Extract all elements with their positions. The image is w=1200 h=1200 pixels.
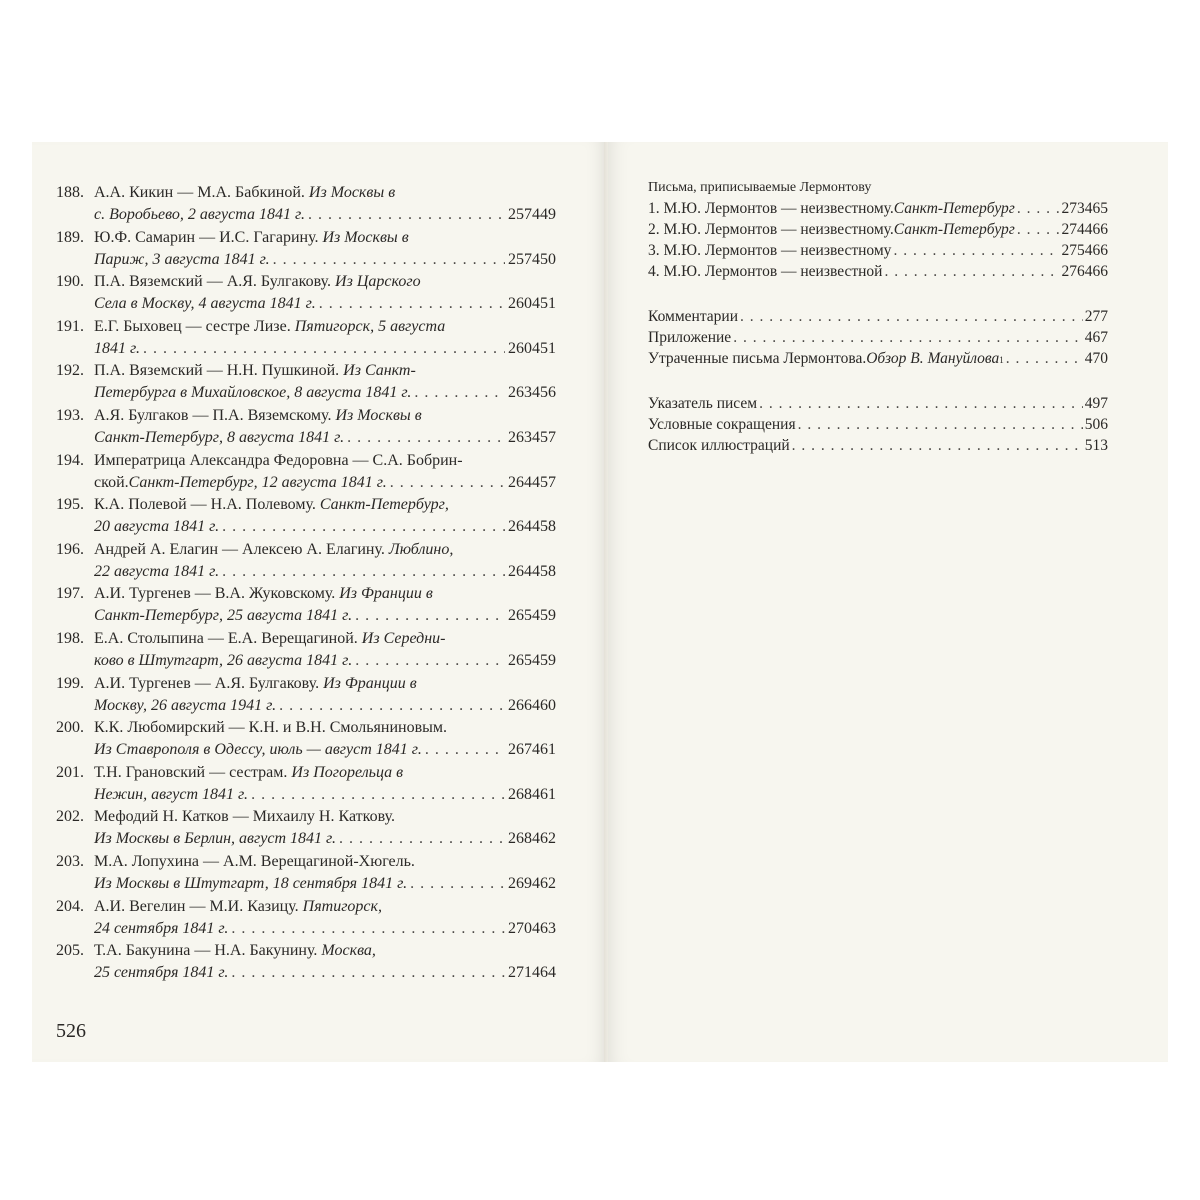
text-page: 271 [508,964,532,982]
entry-date: Санкт-Петербург, 25 августа 1841 г. [94,607,353,625]
entry-title: А.И. Вегелин — М.И. Казицу. [94,897,303,915]
leader-dots [792,435,1083,456]
toc-entry [56,271,556,316]
entry-number: 193. [56,406,84,424]
entry-number: 201. [56,763,84,781]
section-title: Письма, приписываемые Лермонтову [648,180,872,195]
entry-date: Париж, 3 августа 1841 г. [94,250,270,268]
entry-title: Андрей А. Елагин — Алексею А. Елагину. [94,540,389,558]
comment-page: 461 [532,741,556,759]
text-page: 276 [1061,263,1085,280]
entry-place: Из Москвы в [322,228,409,246]
index-page: 506 [1084,416,1108,433]
letters-toc [56,182,556,985]
entry-place: Из Москвы в [335,406,422,424]
toc-entry [56,182,556,227]
entry-place: Из Франции в [339,585,433,603]
toc-entry [56,405,556,450]
text-page: 264 [508,473,532,491]
leader-dots [759,393,1083,414]
entry-date: 20 августа 1841 г. [94,518,220,536]
section-page: 470 [1084,350,1108,367]
entry-date: Из Ставрополя в Одессу, июль — август 1841 г. [94,741,422,759]
entry-number: 198. [56,629,84,647]
leader-dots [231,918,505,940]
toc-entry [56,494,556,539]
leader-dots [273,249,505,271]
comment-page: 458 [532,562,556,580]
toc-entry [56,896,556,941]
leader-dots [740,306,1083,327]
index-label: Список иллюстраций [648,437,790,454]
comment-page: 459 [532,607,556,625]
letter-title: 4. М.Ю. Лермонтов — неизвестной [648,263,883,280]
entry-place: Из Москвы в [308,184,396,201]
comment-page: 466 [1084,242,1108,259]
leader-dots [279,695,505,717]
entry-title: Мефодий Н. Катков — Михаилу Н. Каткову. [94,808,395,826]
text-page: 275 [1061,242,1085,259]
comment-page: 450 [532,250,556,268]
text-page: 265 [508,651,532,669]
entry-number: 197. [56,585,84,603]
entry-title: Императрица Александра Федоровна — С.А. Бобрин- [94,451,463,469]
leader-dots [1017,198,1060,219]
right-toc [648,178,1108,456]
entry-number: 204. [56,897,84,915]
leader-dots [308,204,505,226]
entry-place: Москва, [321,942,376,960]
entry-number: 194. [56,451,84,469]
leader-dots [339,828,505,850]
comment-page: 457 [532,428,556,446]
leader-dots [319,293,505,315]
entry-place: Санкт-Петербург, [319,496,449,514]
entry-number: 195. [56,496,84,514]
leader-dots [251,784,505,806]
comment-page: 463 [532,919,556,937]
leader-dots [231,962,505,984]
entry-title: П.А. Вяземский — А.Я. Булгакову. [94,273,336,291]
leader-dots [390,472,505,494]
leader-dots [798,414,1083,435]
leader-dots [410,873,505,895]
text-page: 267 [508,741,532,759]
comment-page: 456 [532,384,556,402]
entry-number: 188. [56,184,84,201]
toc-entry [56,450,556,495]
text-page: 273 [1061,200,1085,217]
section-label: Комментарии [648,308,738,325]
entry-title: Т.А. Бакунина — Н.А. Бакунину. [94,942,322,960]
comment-page: 458 [532,518,556,536]
section-row [648,306,1108,327]
comment-page: 451 [532,295,556,313]
entry-number: 191. [56,317,84,335]
entry-date: 24 сентября 1841 г. [94,919,229,937]
toc-entry [56,539,556,584]
section-page: 277 [1084,308,1108,325]
text-page: 260 [508,339,532,357]
entry-date: 1841 г. [94,339,141,357]
entry-number: 199. [56,674,84,692]
entry-number: 196. [56,540,84,558]
comment-page: 462 [532,874,556,892]
text-page: 269 [508,874,532,892]
entry-date: ково в Штутгарт, 26 августа 1841 г. [94,651,353,669]
leader-dots [355,650,505,672]
entry-title: К.К. Любомирский — К.Н. и В.Н. Смольяниновым. [94,719,448,737]
entry-date: Санкт-Петербург, 8 августа 1841 г. [94,428,345,446]
index-row [648,435,1108,456]
section-label: Утраченные письма Лермонтова. [648,350,867,367]
entry-title: М.А. Лопухина — А.М. Верещагиной-Хюгель. [94,852,415,870]
comment-page: 462 [532,830,556,848]
toc-entry [56,806,556,851]
index-label: Указатель писем [648,395,758,412]
entry-number: 203. [56,852,84,870]
text-page: 257 [508,206,532,223]
comment-page: 465 [1084,200,1108,217]
entry-date: Села в Москву, 4 августа 1841 г. [94,295,316,313]
entry-place: Из Царского [335,273,421,291]
entry-number: 189. [56,228,84,246]
section-row [648,327,1108,348]
index-label: Условные сокращения [648,416,796,433]
leader-dots [355,605,505,627]
letter-title: 2. М.Ю. Лермонтов — неизвестному. [648,221,894,238]
entry-title: П.А. Вяземский — Н.Н. Пушкиной. [94,362,344,380]
spacer [648,282,1108,306]
comment-page: 459 [532,651,556,669]
leader-dots [884,261,1059,282]
index-page: 513 [1084,437,1108,454]
comment-page: 449 [532,206,556,223]
entry-place: Из Середни- [361,629,446,647]
leader-dots [425,739,505,761]
toc-entry [56,762,556,807]
entry-date: Москву, 26 августа 1941 г. [94,696,277,714]
text-page: 265 [508,607,532,625]
entry-number: 200. [56,719,84,737]
comment-page: 451 [532,339,556,357]
entry-date: Нежин, август 1841 г. [94,785,249,803]
text-page: 274 [1061,221,1085,238]
section-label: Приложение [648,329,732,346]
leader-dots [1006,348,1083,369]
comment-page: 457 [532,473,556,491]
comment-page: 460 [532,696,556,714]
entry-title-cont: ской. [94,473,129,491]
entry-title: Т.Н. Грановский — сестрам. [94,763,292,781]
entry-place: Из Погорельца в [291,763,404,781]
letter-place: Санкт-Петербург [893,200,1015,217]
entry-place: Из Санкт- [343,362,416,380]
comment-page: 464 [532,964,556,982]
attributed-letter [648,198,1108,219]
entry-place: Люблино, [388,540,454,558]
toc-entry [56,940,556,985]
entry-title: К.А. Полевой — Н.А. Полевому. [94,496,320,514]
entry-title: А.А. Кикин — М.А. Бабкиной. [94,184,309,201]
entry-place: Пятигорск, 5 августа [294,317,446,335]
entry-date: 22 августа 1841 г. [94,562,220,580]
section-page: 467 [1084,329,1108,346]
leader-dots [222,516,505,538]
toc-entry [56,851,556,896]
toc-entry [56,583,556,628]
section-row [648,348,1108,369]
footnote-mark: 1 [999,355,1004,365]
toc-entry [56,360,556,405]
attributed-letter [648,261,1108,282]
letter-title: 1. М.Ю. Лермонтов — неизвестному. [648,200,894,217]
text-page: 263 [508,428,532,446]
toc-entry [56,673,556,718]
comment-page: 466 [1084,263,1108,280]
text-page: 270 [508,919,532,937]
text-page: 264 [508,518,532,536]
text-page: 268 [508,785,532,803]
text-page: 260 [508,295,532,313]
entry-date: Санкт-Петербург, 12 августа 1841 г. [128,473,387,491]
leader-dots [414,382,505,404]
comment-page: 461 [532,785,556,803]
spacer [648,369,1108,393]
index-row [648,414,1108,435]
entry-title: Е.Г. Быховец — сестре Лизе. [94,317,295,335]
entry-place: Пятигорск, [302,897,383,915]
comment-page: 466 [1084,221,1108,238]
attributed-letter [648,240,1108,261]
leader-dots [222,561,505,583]
letter-title: 3. М.Ю. Лермонтов — неизвестному [648,242,892,259]
page-number: 526 [56,1020,86,1042]
leader-dots [733,327,1083,348]
letter-place: Санкт-Петербург [893,221,1015,238]
entry-date: Петербурга в Михайловское, 8 августа 1841 г. [94,384,412,402]
entry-date: с. Воробьево, 2 августа 1841 г. [94,206,305,223]
toc-entry [56,227,556,272]
text-page: 257 [508,250,532,268]
entry-title: А.И. Тургенев — В.А. Жуковскому. [94,585,340,603]
index-row [648,393,1108,414]
attributed-letter [648,219,1108,240]
text-page: 264 [508,562,532,580]
entry-title: Е.А. Столыпина — Е.А. Верещагиной. [94,629,362,647]
toc-entry [56,316,556,361]
entry-number: 205. [56,942,84,960]
entry-date: 25 сентября 1841 г. [94,964,229,982]
entry-title: А.И. Тургенев — А.Я. Булгакову. [94,674,324,692]
toc-entry [56,717,556,762]
entry-title: Ю.Ф. Самарин — И.С. Гагарину. [94,228,323,246]
entry-date: Из Москвы в Штутгарт, 18 сентября 1841 г. [94,874,408,892]
text-page: 268 [508,830,532,848]
entry-number: 202. [56,808,84,826]
leader-dots [1017,219,1060,240]
text-page: 263 [508,384,532,402]
toc-entry [56,628,556,673]
text-page: 266 [508,696,532,714]
leader-dots [347,427,505,449]
entry-number: 190. [56,273,84,291]
entry-title: А.Я. Булгаков — П.А. Вяземскому. [94,406,336,424]
section-review: Обзор В. Мануйлова [866,350,1000,367]
entry-number: 192. [56,362,84,380]
entry-place: Из Франции в [323,674,417,692]
entry-date: Из Москвы в Берлин, август 1841 г. [94,830,337,848]
index-page: 497 [1084,395,1108,412]
leader-dots [893,240,1059,261]
leader-dots [143,338,505,360]
